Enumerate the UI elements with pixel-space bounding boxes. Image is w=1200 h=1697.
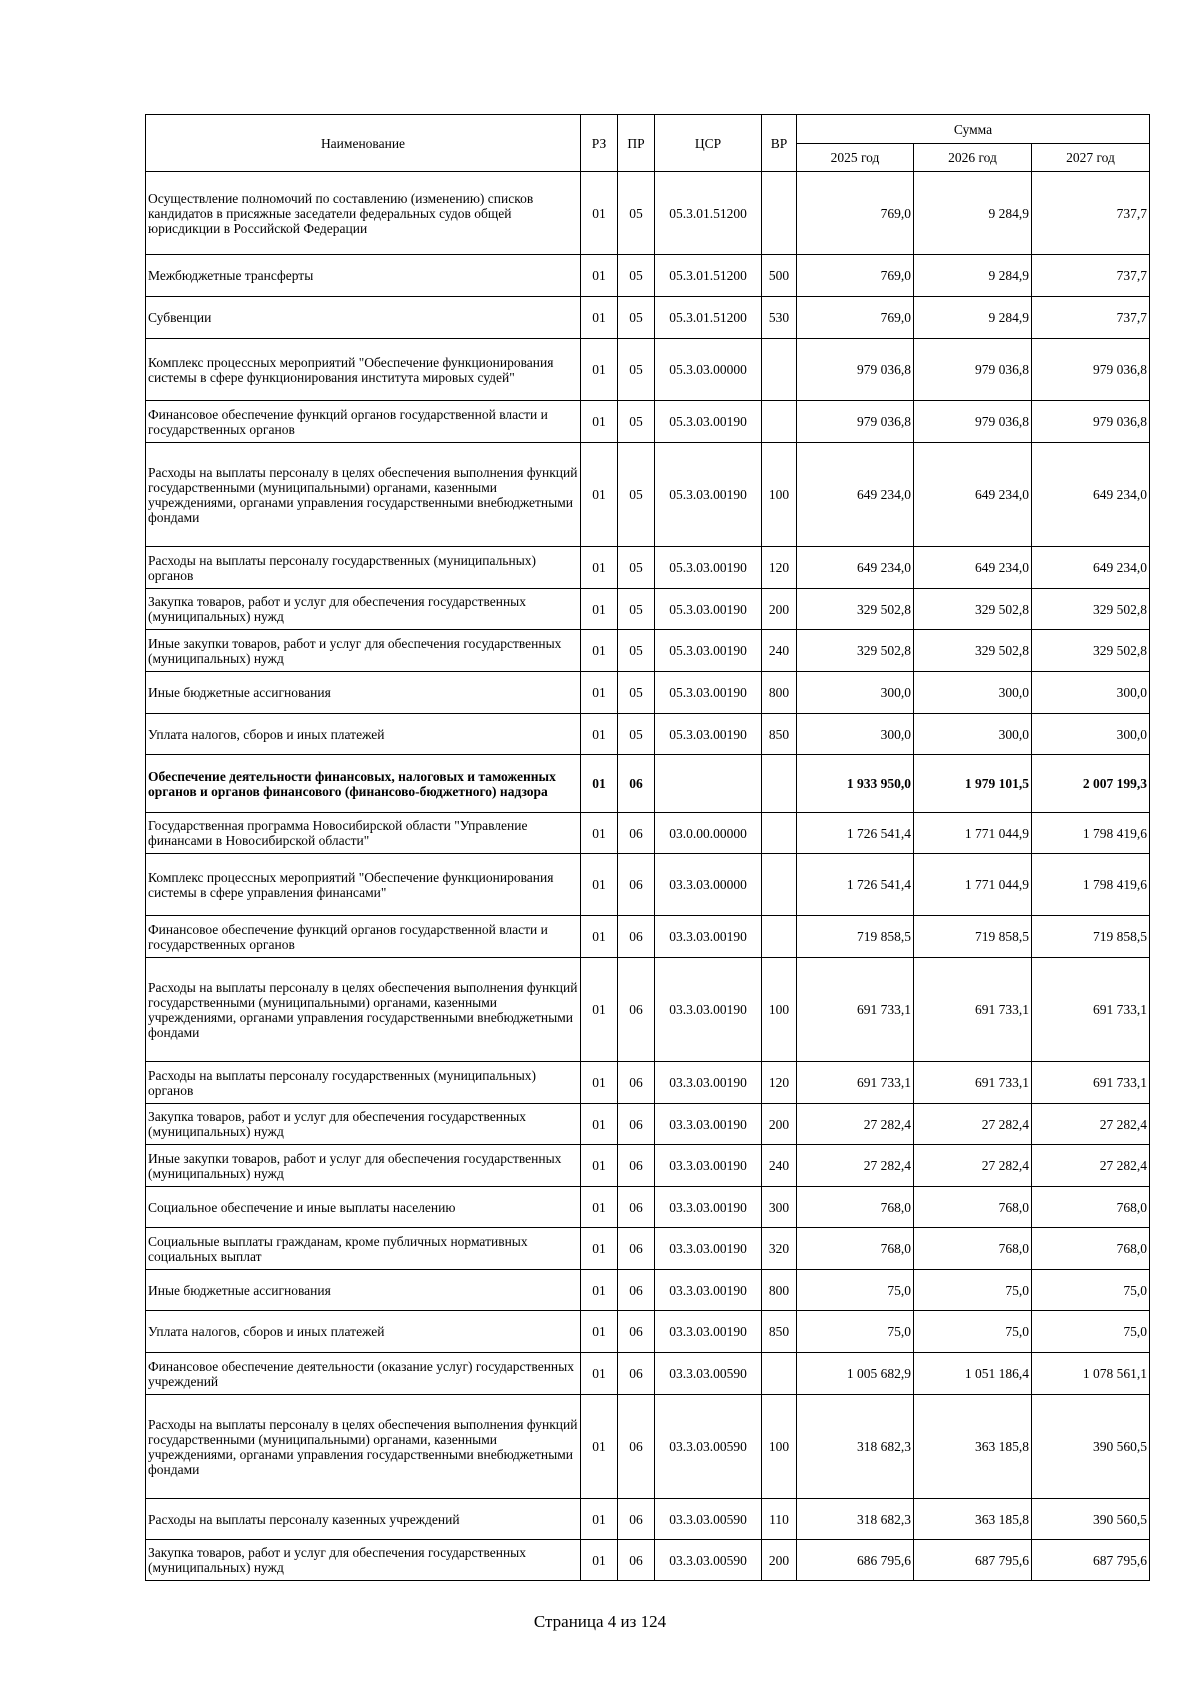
cell-pr: 05 bbox=[618, 547, 655, 589]
cell-csr: 05.3.03.00000 bbox=[655, 339, 762, 401]
cell-name: Расходы на выплаты персоналу казенных учреждений bbox=[146, 1499, 581, 1540]
cell-2025: 329 502,8 bbox=[797, 630, 914, 672]
cell-name: Закупка товаров, работ и услуг для обеспечения государственных (муниципальных) нужд bbox=[146, 1540, 581, 1581]
cell-rz: 01 bbox=[581, 255, 618, 297]
cell-rz: 01 bbox=[581, 1270, 618, 1311]
cell-csr bbox=[655, 755, 762, 813]
cell-name: Иные закупки товаров, работ и услуг для обеспечения государственных (муниципальных) нужд bbox=[146, 1145, 581, 1187]
cell-csr: 03.3.03.00190 bbox=[655, 1062, 762, 1104]
cell-2027: 649 234,0 bbox=[1032, 547, 1150, 589]
cell-vr: 120 bbox=[762, 1062, 797, 1104]
cell-vr: 850 bbox=[762, 1311, 797, 1353]
table-row bbox=[146, 1104, 1150, 1145]
cell-2027: 27 282,4 bbox=[1032, 1145, 1150, 1187]
cell-2027: 979 036,8 bbox=[1032, 339, 1150, 401]
cell-2027: 737,7 bbox=[1032, 297, 1150, 339]
cell-csr: 03.3.03.00590 bbox=[655, 1353, 762, 1395]
cell-csr: 03.3.03.00190 bbox=[655, 1270, 762, 1311]
table-row bbox=[146, 714, 1150, 755]
cell-rz: 01 bbox=[581, 1353, 618, 1395]
cell-vr: 530 bbox=[762, 297, 797, 339]
cell-rz: 01 bbox=[581, 1062, 618, 1104]
cell-2026: 9 284,9 bbox=[914, 255, 1032, 297]
table-row bbox=[146, 1311, 1150, 1353]
cell-pr: 05 bbox=[618, 401, 655, 443]
cell-csr: 03.3.03.00590 bbox=[655, 1540, 762, 1581]
cell-pr: 06 bbox=[618, 1270, 655, 1311]
cell-name: Субвенции bbox=[146, 297, 581, 339]
cell-rz: 01 bbox=[581, 755, 618, 813]
cell-2026: 768,0 bbox=[914, 1228, 1032, 1270]
cell-vr bbox=[762, 755, 797, 813]
cell-2027: 691 733,1 bbox=[1032, 958, 1150, 1062]
cell-vr: 100 bbox=[762, 443, 797, 547]
cell-2026: 768,0 bbox=[914, 1187, 1032, 1228]
cell-rz: 01 bbox=[581, 1395, 618, 1499]
table-row bbox=[146, 547, 1150, 589]
cell-rz: 01 bbox=[581, 1311, 618, 1353]
cell-csr: 05.3.01.51200 bbox=[655, 172, 762, 255]
table-row bbox=[146, 1187, 1150, 1228]
cell-name: Расходы на выплаты персоналу в целях обеспечения выполнения функций государственными (муниципальными) органами, казенными учреждениями, органами управления государственными внебюджетными фондами bbox=[146, 443, 581, 547]
cell-2025: 329 502,8 bbox=[797, 589, 914, 630]
cell-rz: 01 bbox=[581, 1228, 618, 1270]
cell-2026: 1 979 101,5 bbox=[914, 755, 1032, 813]
cell-pr: 06 bbox=[618, 1187, 655, 1228]
cell-2025: 1 726 541,4 bbox=[797, 813, 914, 854]
cell-2026: 75,0 bbox=[914, 1270, 1032, 1311]
header-csr: ЦСР bbox=[655, 115, 762, 172]
cell-pr: 05 bbox=[618, 255, 655, 297]
cell-2025: 75,0 bbox=[797, 1311, 914, 1353]
header-name: Наименование bbox=[146, 115, 581, 172]
cell-name: Социальное обеспечение и иные выплаты населению bbox=[146, 1187, 581, 1228]
table-row bbox=[146, 1395, 1150, 1499]
cell-vr bbox=[762, 172, 797, 255]
cell-2026: 979 036,8 bbox=[914, 339, 1032, 401]
cell-pr: 06 bbox=[618, 1540, 655, 1581]
table-row bbox=[146, 672, 1150, 714]
cell-vr: 120 bbox=[762, 547, 797, 589]
cell-csr: 03.3.03.00190 bbox=[655, 1187, 762, 1228]
cell-2025: 75,0 bbox=[797, 1270, 914, 1311]
cell-name: Иные закупки товаров, работ и услуг для обеспечения государственных (муниципальных) нужд bbox=[146, 630, 581, 672]
cell-2025: 769,0 bbox=[797, 297, 914, 339]
table-row bbox=[146, 255, 1150, 297]
table-row bbox=[146, 172, 1150, 255]
cell-2027: 2 007 199,3 bbox=[1032, 755, 1150, 813]
cell-name: Расходы на выплаты персоналу в целях обеспечения выполнения функций государственными (муниципальными) органами, казенными учреждениями, органами управления государственными внебюджетными фондами bbox=[146, 958, 581, 1062]
cell-2027: 687 795,6 bbox=[1032, 1540, 1150, 1581]
cell-2027: 75,0 bbox=[1032, 1311, 1150, 1353]
table-row bbox=[146, 1228, 1150, 1270]
cell-csr: 03.3.03.00190 bbox=[655, 1145, 762, 1187]
header-year-2026: 2026 год bbox=[914, 144, 1032, 172]
cell-name: Социальные выплаты гражданам, кроме публичных нормативных социальных выплат bbox=[146, 1228, 581, 1270]
cell-csr: 03.3.03.00590 bbox=[655, 1395, 762, 1499]
cell-2026: 649 234,0 bbox=[914, 547, 1032, 589]
cell-rz: 01 bbox=[581, 813, 618, 854]
table-row bbox=[146, 1499, 1150, 1540]
cell-2026: 329 502,8 bbox=[914, 630, 1032, 672]
cell-vr: 100 bbox=[762, 1395, 797, 1499]
cell-2027: 1 798 419,6 bbox=[1032, 813, 1150, 854]
cell-name: Обеспечение деятельности финансовых, налоговых и таможенных органов и органов финансового (финансово-бюджетного) надзора bbox=[146, 755, 581, 813]
table-row bbox=[146, 443, 1150, 547]
cell-2026: 300,0 bbox=[914, 672, 1032, 714]
cell-2025: 1 005 682,9 bbox=[797, 1353, 914, 1395]
header-year-2027: 2027 год bbox=[1032, 144, 1150, 172]
cell-pr: 06 bbox=[618, 916, 655, 958]
cell-rz: 01 bbox=[581, 339, 618, 401]
table-row bbox=[146, 1540, 1150, 1581]
cell-csr: 05.3.03.00190 bbox=[655, 672, 762, 714]
cell-pr: 06 bbox=[618, 1062, 655, 1104]
cell-pr: 06 bbox=[618, 1145, 655, 1187]
cell-pr: 06 bbox=[618, 1104, 655, 1145]
cell-rz: 01 bbox=[581, 172, 618, 255]
cell-vr: 850 bbox=[762, 714, 797, 755]
cell-vr bbox=[762, 1353, 797, 1395]
cell-vr: 800 bbox=[762, 672, 797, 714]
cell-2025: 979 036,8 bbox=[797, 339, 914, 401]
cell-rz: 01 bbox=[581, 547, 618, 589]
cell-vr bbox=[762, 854, 797, 916]
cell-2026: 9 284,9 bbox=[914, 297, 1032, 339]
cell-pr: 06 bbox=[618, 958, 655, 1062]
cell-2026: 363 185,8 bbox=[914, 1395, 1032, 1499]
header-sum: Сумма bbox=[797, 115, 1150, 144]
cell-2027: 329 502,8 bbox=[1032, 630, 1150, 672]
cell-2027: 390 560,5 bbox=[1032, 1395, 1150, 1499]
cell-2027: 27 282,4 bbox=[1032, 1104, 1150, 1145]
cell-csr: 03.3.03.00190 bbox=[655, 916, 762, 958]
table-row bbox=[146, 1145, 1150, 1187]
cell-name: Уплата налогов, сборов и иных платежей bbox=[146, 714, 581, 755]
cell-vr: 800 bbox=[762, 1270, 797, 1311]
table-row bbox=[146, 589, 1150, 630]
cell-2025: 979 036,8 bbox=[797, 401, 914, 443]
cell-name: Закупка товаров, работ и услуг для обеспечения государственных (муниципальных) нужд bbox=[146, 1104, 581, 1145]
cell-pr: 06 bbox=[618, 854, 655, 916]
cell-vr: 320 bbox=[762, 1228, 797, 1270]
cell-rz: 01 bbox=[581, 854, 618, 916]
cell-name: Иные бюджетные ассигнования bbox=[146, 672, 581, 714]
cell-rz: 01 bbox=[581, 589, 618, 630]
cell-2027: 737,7 bbox=[1032, 255, 1150, 297]
cell-csr: 05.3.03.00190 bbox=[655, 443, 762, 547]
cell-pr: 06 bbox=[618, 1395, 655, 1499]
cell-2027: 329 502,8 bbox=[1032, 589, 1150, 630]
cell-2027: 300,0 bbox=[1032, 714, 1150, 755]
cell-csr: 03.3.03.00000 bbox=[655, 854, 762, 916]
cell-csr: 05.3.03.00190 bbox=[655, 547, 762, 589]
header-rz: РЗ bbox=[581, 115, 618, 172]
cell-pr: 05 bbox=[618, 172, 655, 255]
cell-name: Финансовое обеспечение деятельности (оказание услуг) государственных учреждений bbox=[146, 1353, 581, 1395]
table-row bbox=[146, 1062, 1150, 1104]
cell-2025: 686 795,6 bbox=[797, 1540, 914, 1581]
cell-2025: 768,0 bbox=[797, 1187, 914, 1228]
cell-pr: 05 bbox=[618, 672, 655, 714]
cell-2026: 300,0 bbox=[914, 714, 1032, 755]
cell-2025: 300,0 bbox=[797, 714, 914, 755]
cell-pr: 06 bbox=[618, 813, 655, 854]
cell-2027: 1 798 419,6 bbox=[1032, 854, 1150, 916]
cell-rz: 01 bbox=[581, 714, 618, 755]
cell-2026: 1 051 186,4 bbox=[914, 1353, 1032, 1395]
cell-2025: 769,0 bbox=[797, 255, 914, 297]
cell-2025: 769,0 bbox=[797, 172, 914, 255]
cell-2025: 691 733,1 bbox=[797, 1062, 914, 1104]
cell-name: Финансовое обеспечение функций органов государственной власти и государственных органов bbox=[146, 916, 581, 958]
cell-2027: 768,0 bbox=[1032, 1228, 1150, 1270]
cell-csr: 03.0.00.00000 bbox=[655, 813, 762, 854]
cell-2026: 649 234,0 bbox=[914, 443, 1032, 547]
cell-vr: 200 bbox=[762, 1104, 797, 1145]
table-row bbox=[146, 339, 1150, 401]
header-vr: ВР bbox=[762, 115, 797, 172]
cell-rz: 01 bbox=[581, 1104, 618, 1145]
cell-name: Осуществление полномочий по составлению (изменению) списков кандидатов в присяжные заседатели федеральных судов общей юрисдикции в Российской Федерации bbox=[146, 172, 581, 255]
cell-csr: 05.3.01.51200 bbox=[655, 297, 762, 339]
cell-2026: 363 185,8 bbox=[914, 1499, 1032, 1540]
cell-rz: 01 bbox=[581, 1187, 618, 1228]
cell-rz: 01 bbox=[581, 443, 618, 547]
cell-pr: 05 bbox=[618, 443, 655, 547]
cell-csr: 05.3.03.00190 bbox=[655, 589, 762, 630]
cell-name: Расходы на выплаты персоналу государственных (муниципальных) органов bbox=[146, 1062, 581, 1104]
cell-2025: 649 234,0 bbox=[797, 443, 914, 547]
cell-name: Государственная программа Новосибирской области "Управление финансами в Новосибирской области" bbox=[146, 813, 581, 854]
cell-vr bbox=[762, 813, 797, 854]
header-year-2025: 2025 год bbox=[797, 144, 914, 172]
table-body bbox=[146, 172, 1150, 1581]
cell-rz: 01 bbox=[581, 1540, 618, 1581]
cell-pr: 06 bbox=[618, 1499, 655, 1540]
cell-csr: 03.3.03.00190 bbox=[655, 958, 762, 1062]
table-row bbox=[146, 958, 1150, 1062]
cell-2027: 1 078 561,1 bbox=[1032, 1353, 1150, 1395]
cell-vr: 200 bbox=[762, 1540, 797, 1581]
cell-2026: 329 502,8 bbox=[914, 589, 1032, 630]
cell-rz: 01 bbox=[581, 630, 618, 672]
cell-2026: 75,0 bbox=[914, 1311, 1032, 1353]
cell-vr bbox=[762, 401, 797, 443]
cell-2025: 691 733,1 bbox=[797, 958, 914, 1062]
cell-pr: 05 bbox=[618, 297, 655, 339]
cell-name: Межбюджетные трансферты bbox=[146, 255, 581, 297]
cell-2026: 719 858,5 bbox=[914, 916, 1032, 958]
table-row bbox=[146, 755, 1150, 813]
cell-2027: 390 560,5 bbox=[1032, 1499, 1150, 1540]
cell-2025: 27 282,4 bbox=[797, 1104, 914, 1145]
header-pr: ПР bbox=[618, 115, 655, 172]
cell-2027: 649 234,0 bbox=[1032, 443, 1150, 547]
cell-name: Комплекс процессных мероприятий "Обеспечение функционирования системы в сфере управления финансами" bbox=[146, 854, 581, 916]
cell-2025: 27 282,4 bbox=[797, 1145, 914, 1187]
cell-rz: 01 bbox=[581, 916, 618, 958]
table-row bbox=[146, 813, 1150, 854]
cell-csr: 03.3.03.00190 bbox=[655, 1311, 762, 1353]
cell-pr: 06 bbox=[618, 1311, 655, 1353]
cell-2026: 27 282,4 bbox=[914, 1145, 1032, 1187]
cell-2027: 300,0 bbox=[1032, 672, 1150, 714]
cell-2027: 979 036,8 bbox=[1032, 401, 1150, 443]
cell-vr: 100 bbox=[762, 958, 797, 1062]
cell-name: Иные бюджетные ассигнования bbox=[146, 1270, 581, 1311]
cell-pr: 05 bbox=[618, 714, 655, 755]
table-row bbox=[146, 401, 1150, 443]
cell-2025: 1 933 950,0 bbox=[797, 755, 914, 813]
cell-vr bbox=[762, 916, 797, 958]
cell-rz: 01 bbox=[581, 1499, 618, 1540]
cell-csr: 03.3.03.00590 bbox=[655, 1499, 762, 1540]
cell-pr: 05 bbox=[618, 339, 655, 401]
cell-rz: 01 bbox=[581, 297, 618, 339]
table-row bbox=[146, 916, 1150, 958]
cell-rz: 01 bbox=[581, 672, 618, 714]
table-row bbox=[146, 297, 1150, 339]
cell-2026: 1 771 044,9 bbox=[914, 854, 1032, 916]
table-row bbox=[146, 1270, 1150, 1311]
cell-name: Расходы на выплаты персоналу в целях обеспечения выполнения функций государственными (муниципальными) органами, казенными учреждениями, органами управления государственными внебюджетными фондами bbox=[146, 1395, 581, 1499]
table-row bbox=[146, 854, 1150, 916]
cell-rz: 01 bbox=[581, 958, 618, 1062]
cell-2026: 27 282,4 bbox=[914, 1104, 1032, 1145]
cell-vr bbox=[762, 339, 797, 401]
cell-vr: 240 bbox=[762, 1145, 797, 1187]
cell-2025: 318 682,3 bbox=[797, 1395, 914, 1499]
cell-rz: 01 bbox=[581, 1145, 618, 1187]
cell-2025: 768,0 bbox=[797, 1228, 914, 1270]
cell-vr: 300 bbox=[762, 1187, 797, 1228]
cell-2027: 768,0 bbox=[1032, 1187, 1150, 1228]
cell-csr: 03.3.03.00190 bbox=[655, 1104, 762, 1145]
cell-pr: 05 bbox=[618, 589, 655, 630]
table-row bbox=[146, 630, 1150, 672]
table-header bbox=[146, 115, 1150, 172]
page-footer: Страница 4 из 124 bbox=[533, 1612, 667, 1631]
cell-csr: 05.3.03.00190 bbox=[655, 401, 762, 443]
cell-vr: 240 bbox=[762, 630, 797, 672]
cell-2025: 649 234,0 bbox=[797, 547, 914, 589]
cell-name: Закупка товаров, работ и услуг для обеспечения государственных (муниципальных) нужд bbox=[146, 589, 581, 630]
cell-2026: 9 284,9 bbox=[914, 172, 1032, 255]
cell-vr: 110 bbox=[762, 1499, 797, 1540]
cell-2026: 1 771 044,9 bbox=[914, 813, 1032, 854]
cell-2026: 691 733,1 bbox=[914, 958, 1032, 1062]
cell-rz: 01 bbox=[581, 401, 618, 443]
cell-pr: 05 bbox=[618, 630, 655, 672]
table-row bbox=[146, 1353, 1150, 1395]
cell-pr: 06 bbox=[618, 755, 655, 813]
cell-2027: 719 858,5 bbox=[1032, 916, 1150, 958]
cell-2027: 737,7 bbox=[1032, 172, 1150, 255]
cell-csr: 03.3.03.00190 bbox=[655, 1228, 762, 1270]
cell-2025: 1 726 541,4 bbox=[797, 854, 914, 916]
cell-2026: 979 036,8 bbox=[914, 401, 1032, 443]
cell-name: Расходы на выплаты персоналу государственных (муниципальных) органов bbox=[146, 547, 581, 589]
cell-2027: 75,0 bbox=[1032, 1270, 1150, 1311]
cell-2025: 719 858,5 bbox=[797, 916, 914, 958]
cell-csr: 05.3.03.00190 bbox=[655, 714, 762, 755]
cell-2025: 300,0 bbox=[797, 672, 914, 714]
cell-csr: 05.3.01.51200 bbox=[655, 255, 762, 297]
cell-2027: 691 733,1 bbox=[1032, 1062, 1150, 1104]
cell-2026: 687 795,6 bbox=[914, 1540, 1032, 1581]
cell-name: Финансовое обеспечение функций органов государственной власти и государственных органов bbox=[146, 401, 581, 443]
budget-table bbox=[145, 114, 1150, 1581]
cell-vr: 500 bbox=[762, 255, 797, 297]
cell-name: Уплата налогов, сборов и иных платежей bbox=[146, 1311, 581, 1353]
cell-vr: 200 bbox=[762, 589, 797, 630]
cell-pr: 06 bbox=[618, 1353, 655, 1395]
cell-2025: 318 682,3 bbox=[797, 1499, 914, 1540]
cell-pr: 06 bbox=[618, 1228, 655, 1270]
budget-page bbox=[145, 114, 1149, 1581]
cell-name: Комплекс процессных мероприятий "Обеспечение функционирования системы в сфере функционирования института мировых судей" bbox=[146, 339, 581, 401]
cell-2026: 691 733,1 bbox=[914, 1062, 1032, 1104]
cell-csr: 05.3.03.00190 bbox=[655, 630, 762, 672]
